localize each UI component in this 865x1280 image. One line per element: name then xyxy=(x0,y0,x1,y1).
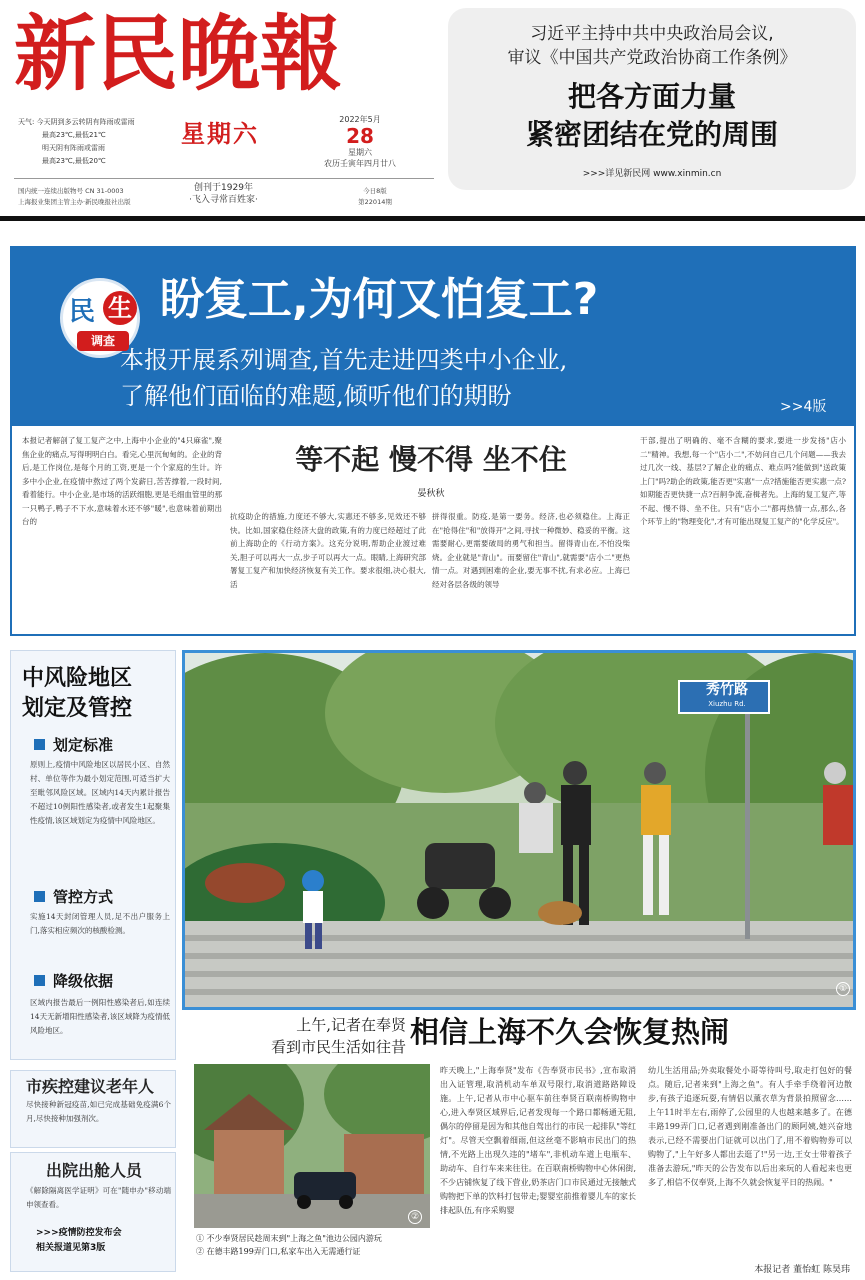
briefing-link-line: >>>疫情防控发布会 xyxy=(36,1228,122,1238)
sidebar-section-head xyxy=(34,970,113,991)
date-day: 28 xyxy=(346,124,374,148)
street-sign xyxy=(682,680,772,712)
elderly-advice-text: 尽快接种新冠疫苗,如已完成基础免疫满6个月,尽快接种加强剂次。 xyxy=(26,1100,171,1123)
pub-line: 上海报业集团主管主办·新民晚报社出版 xyxy=(18,198,131,206)
photo-number: ① xyxy=(836,982,850,996)
sidebar-section-head xyxy=(34,734,113,755)
issue-pages: 今日8版 xyxy=(363,187,387,195)
article-column: 昨天晚上,"上海奉贤"发布《告奉贤市民书》,宣布取消出入证管理,取消机动车单双号限行,取消道路路障设施。上午,记者从市中心驱车前往奉贤百联南桥购物中心,进入奉贤区域界后,记者发现每一个路口都畅通无阻,偶尔的停留是因为和其他自驾出行的市民一起排队"等红灯"。尽管天空飘着细雨,但这丝毫不影响市民出门的热情,不光路上出现久违的"堵车",非机动车道上电瓶车、助动车、自行车来来往往。在百联南桥购物中心休闲街,不少店铺恢复了线下营业,奶茶店门口市民通过无接触式购物把下单的饮料打包带走;婴婴室前推着婴儿车的家长排起队伍,有序采购婴 xyxy=(440,1066,636,1215)
newspaper-logo: 新民晚報 xyxy=(14,6,343,102)
sidebar-section-text: 区域内报告最后一例阳性感染者后,如连续14天无新增阳性感染者,该区域降为疫情低风险地区。 xyxy=(30,998,170,1035)
lead-headline-line: 把各方面力量 xyxy=(567,80,736,113)
square-bullet-icon xyxy=(34,891,45,902)
banner-title[interactable]: 盼复工,为何又怕复工? xyxy=(160,274,599,325)
secondary-news-photo[interactable] xyxy=(194,1064,430,1228)
date-weekday: 星期六 xyxy=(348,148,372,157)
banner-subtitle xyxy=(120,342,760,414)
badge-char: 民 xyxy=(69,297,96,327)
date-block xyxy=(300,114,420,169)
lead-sub-line: 习近平主持中共中央政治局会议, xyxy=(530,24,774,44)
kicker-line: 上午,记者在奉贤 xyxy=(296,1016,406,1034)
banner-page-link[interactable]: >>4版 xyxy=(780,399,827,415)
sidebar-title-line: 中风险地区 xyxy=(22,666,133,691)
article-column: 干部,提出了明确的、毫不含糊的要求,要进一步发扬"店小二"精神。我想,每一个"店小二",不妨问自己几个问题——我去过几次一线、基层?了解企业的痛点、难点吗?能做到"送政策上门"吗?助企的政策,能否更"实惠"一点?措施能否更实惠一点?如期能否更快捷一点?百舸争流,奋楫者先。上海的复工复产,等不起、慢不得、坐不住。只有"店小二"都再热情一点,那么,各个环节上的"物理变化",才有可能出现复工复产的"化学反应"。 xyxy=(640,436,846,526)
masthead-rule xyxy=(0,216,865,221)
banner-sub-line: 本报开展系列调查,首先走进四类中小企业, xyxy=(120,346,568,374)
square-bullet-icon xyxy=(34,739,45,750)
weather-line: 最高23℃,最低21℃ xyxy=(42,131,106,139)
article-column: 拼得很重。防疫,是第一要务。经济,也必须稳住。上海正在"抢得住"和"放得开"之间,寻找一种微妙、稳妥的平衡。这需要耐心,更需要破局的勇气和担当。留得青山在,不怕没柴烧。企业就是"青山"。而要留住"青山",就需要"店小二"更热情一点。对遇到困难的企业,要无事不扰,有求必应。上海已经对各层各级的领导 xyxy=(432,512,630,589)
square-bullet-icon xyxy=(34,975,45,986)
photo-caption xyxy=(196,1232,434,1258)
lead-sub-line: 审议《中国共产党政治协商工作条例》 xyxy=(507,48,797,68)
article2-author: 本报记者 董怡虹 陈昊玮 xyxy=(700,1262,850,1275)
weather-line: 最高23℃,最低20℃ xyxy=(42,157,106,165)
lead-headline-link[interactable]: >>>详见新民网 www.xinmin.cn xyxy=(582,169,722,179)
article-column: 本报记者解剖了复工复产之中,上海中小企业的"4只麻雀",聚焦企业的痛点,写得明明白白。看完,心里沉甸甸的。企业的背后,是工作岗位,是每个月的工资,更是一个个家庭的生计。许多中小企业,在疫情中熬过了两个发薪日,苦苦撑着,一段时间,看着能行。中小企业,是市场的活跃细胞,更是毛细血管里的那一只鸭子,鸭子不下水,意味着水还不够"暖",也意味着前期出台的 xyxy=(22,436,222,526)
issue-info xyxy=(330,186,420,208)
weather-info xyxy=(18,116,168,168)
masthead-divider xyxy=(14,178,434,179)
discharge-title: 出院出舱人员 xyxy=(46,1161,143,1180)
founded-slogan: ·飞入寻常百姓家· xyxy=(189,195,258,205)
badge-tag: 调查 xyxy=(77,331,129,351)
issue-number: 第22014期 xyxy=(358,198,392,206)
weekday-label: 星期六 xyxy=(181,120,259,148)
caption-line: ① 不少奉贤居民趁周末到"上海之鱼"池边公园内游玩 xyxy=(196,1234,382,1243)
discharge-text: 《解除隔离医学证明》可在"随申办"移动端申领查看。 xyxy=(26,1186,171,1209)
photo-number: ② xyxy=(408,1210,422,1224)
article-column: 抗疫助企的措施,力度还不够大,实惠还不够多,见效还不够快。比如,国家稳住经济大盘的政策,有的力度已经超过了此前上海助企的《行动方案》。这充分说明,帮助企业渡过难关,胆子可以再大一点,步子可以再大一点。眼睛,上海研究部署复工复产和加快经济恢复有关工作。要求很细,决心很大,活 xyxy=(230,512,426,589)
founded-label xyxy=(176,182,271,206)
article2-title[interactable]: 相信上海不久会恢复热闹 xyxy=(410,1015,730,1049)
sidebar-section-text: 实施14天封闭管理人员,足不出户服务上门,落实相应频次的核酸检测。 xyxy=(30,912,170,935)
publication-info xyxy=(18,186,178,208)
street-sign-sub: Xiuzhu Rd. xyxy=(708,700,746,708)
lead-headline-line: 紧密团结在党的周围 xyxy=(525,118,778,151)
banner-sub-line: 了解他们面临的难题,倾听他们的期盼 xyxy=(120,382,512,410)
sidebar-section-text: 原则上,疫情中风险地区以居民小区、自然村、单位等作为最小划定范围,可适当扩大至毗邻风险区域。区域内14天内累计报告不超过10例阳性感染者,或者发生1起聚集性疫情,该区域划定为疫情中风险地区。 xyxy=(30,760,170,825)
pub-line: 国内统一连续出版物号 CN 31-0003 xyxy=(18,187,124,195)
sidebar-section-head xyxy=(34,886,113,907)
briefing-link[interactable] xyxy=(36,1226,176,1256)
date-year-month: 2022年5月 xyxy=(339,115,381,124)
sidebar-title xyxy=(22,664,172,724)
street-sign-name: 秀竹路 xyxy=(706,682,748,698)
lead-headline[interactable] xyxy=(448,78,856,154)
kicker-line: 看到市民生活如往昔 xyxy=(270,1038,406,1056)
sidebar-title-line: 划定及管控 xyxy=(22,696,133,721)
article2-kicker xyxy=(196,1014,406,1058)
founded-year: 创刊于1929年 xyxy=(194,183,253,193)
section-head-text: 划定标准 xyxy=(53,736,114,754)
date-lunar: 农历壬寅年四月廿八 xyxy=(324,159,396,168)
commentary-title[interactable]: 等不起 慢不得 坐不住 xyxy=(295,443,567,476)
gate-scene-illustration xyxy=(194,1064,430,1228)
weather-line: 天气: 今天阴到多云转阴有阵雨或雷雨 xyxy=(18,118,135,126)
section-head-text: 降级依据 xyxy=(53,972,114,990)
weather-line: 明天阴有阵雨或雷雨 xyxy=(42,144,105,152)
section-head-text: 管控方式 xyxy=(53,888,114,906)
commentary-byline: 晏秋秋 xyxy=(417,489,445,499)
caption-line: ② 在德丰路199弄门口,私家车出入无需通行证 xyxy=(196,1247,361,1256)
briefing-link-line: 相关报道见第3版 xyxy=(36,1243,106,1253)
elderly-advice-title: 市疾控建议老年人 xyxy=(26,1077,155,1096)
lead-headline-sub xyxy=(448,22,856,70)
article-column: 幼儿生活用品;外卖取餐处小哥等待叫号,取走打包好的餐点。随后,记者来到"上海之鱼"。有人手牵手绕着河边散步,有孩子追逐玩耍,有情侣以薰衣草为背景拍照留念……上午11时半左右,雨停了,公园里的人也越来越多了。在德丰路199弄门口,记者遇到刚准备出门的顾阿姨,她兴奋地表示,已经不需要出门证就可以出门了,用不着购物券可以购物了,"上午好多人都出去逛了!"另一边,王女士带着孩子准备去游玩,"昨天的公告发布以后出来玩的人看起来也更多了,相信不仅奉贤,上海不久就会恢复平日的热闹。" xyxy=(648,1066,852,1187)
badge-char: 生 xyxy=(103,291,137,325)
